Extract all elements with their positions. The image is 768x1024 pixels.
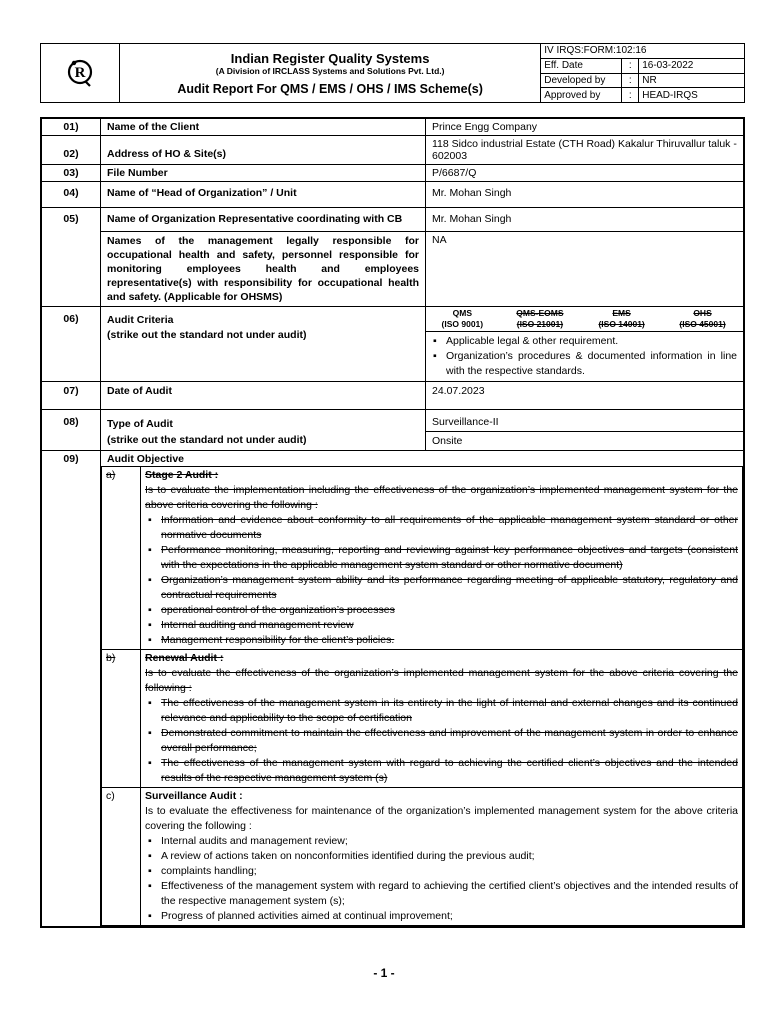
colon: :: [622, 73, 639, 88]
criteria-list: [426, 332, 743, 381]
row-number: 01): [41, 118, 101, 136]
row-label: Date of Audit: [101, 382, 426, 410]
objective-renewal-content: [141, 650, 743, 788]
irqs-logo-icon: [63, 55, 97, 89]
audit-criteria-note: (strike out the standard not under audit): [107, 329, 307, 341]
objective-letter: a): [102, 467, 141, 650]
row-label: Address of HO & Site(s): [101, 136, 426, 165]
objective-title: Stage 2 Audit :: [145, 469, 219, 481]
objective-renewal: [102, 650, 743, 788]
list-item: ▪ Performance monitoring, measuring, reporting and reviewing against key performance objectives and targets (consistent with the expectations in the applicable management system standard or other normative document): [159, 543, 738, 573]
file-number-value: P/6687/Q: [426, 165, 745, 182]
list-item: ▪ Demonstrated commitment to maintain the effectiveness and improvement of the management system in order to enhance overall performance;: [159, 726, 738, 756]
list-item: ▪ Information and evidence about conformity to all requirements of the applicable management system standard or other normative documents: [159, 513, 738, 543]
type-of-audit-value: [426, 410, 745, 451]
head-of-org-value: Mr. Mohan Singh: [426, 182, 745, 208]
audit-criteria-label: Audit Criteria: [107, 314, 174, 326]
audit-mode: Onsite: [432, 435, 463, 447]
objective-surveillance: [102, 788, 743, 926]
list-item: ▪ Management responsibility for the client’s policies.: [159, 633, 738, 648]
standard-qms: QMS (ISO 9001): [441, 308, 484, 329]
objective-letter: b): [102, 650, 141, 788]
row-head-of-org: [41, 182, 744, 208]
row-ohs-responsible: [41, 232, 744, 307]
objectives-table: [101, 466, 743, 926]
developed-by-label: Developed by: [541, 73, 622, 88]
eff-date-label: Eff. Date: [541, 58, 622, 73]
row-number: 02): [41, 136, 101, 165]
row-audit-criteria: [41, 307, 744, 382]
row-type-of-audit: [41, 410, 744, 451]
row-label: Name of “Head of Organization” / Unit: [101, 182, 426, 208]
objective-surveillance-content: [141, 788, 743, 926]
list-item: ▪ The effectiveness of the management system with regard to achieving the certified client’s objectives and the intended results of the respective management system (s): [159, 756, 738, 786]
page-number: - 1 -: [373, 966, 395, 980]
standard-ohs: OHS (ISO 45001): [679, 308, 726, 329]
row-file-number: [41, 165, 744, 182]
row-label: [101, 410, 426, 451]
row-audit-objective: [41, 451, 744, 928]
list-item: ▪ Progress of planned activities aimed at continual improvement;: [159, 909, 738, 924]
list-item: ▪ A review of actions taken on nonconformities identified during the previous audit;: [159, 849, 738, 864]
address-value: 118 Sidco industrial Estate (CTH Road) Kakalur Thiruvallur taluk - 602003: [426, 136, 745, 165]
objective-stage2-content: [141, 467, 743, 650]
row-org-representative: [41, 208, 744, 232]
list-item: ▪ Internal audits and management review;: [159, 834, 738, 849]
audit-report-table: [40, 117, 745, 928]
audit-type: Surveillance-II: [426, 410, 743, 432]
list-item: ▪ Applicable legal & other requirement.: [444, 334, 737, 349]
row-number: 09): [41, 451, 101, 928]
eff-date-value: 16-03-2022: [639, 58, 745, 73]
objective-title: Renewal Audit :: [145, 652, 224, 664]
row-address: [41, 136, 744, 165]
row-client-name: [41, 118, 744, 136]
list-item: ▪ complaints handling;: [159, 864, 738, 879]
date-of-audit-value: 24.07.2023: [426, 382, 745, 410]
objective-intro: Is to evaluate the implementation including the effectiveness of the organization’s implemented management system for the above criteria covering the following :: [145, 484, 738, 511]
list-item: ▪ operational control of the organization’s processes: [159, 603, 738, 618]
report-title: Audit Report For QMS / EMS / OHS / IMS Scheme(s): [177, 81, 483, 96]
row-date-of-audit: [41, 382, 744, 410]
division-note: (A Division of IRCLASS Systems and Solutions Pvt. Ltd.): [215, 65, 445, 76]
standard-qms-eoms: QMS-EOMS (ISO 21001): [516, 308, 564, 329]
type-of-audit-note: (strike out the standard not under audit): [107, 434, 307, 446]
audit-criteria-value: [426, 307, 745, 382]
objective-letter: c): [102, 788, 141, 926]
irqs-logo: [41, 44, 120, 103]
objective-title: Surveillance Audit :: [145, 790, 243, 802]
row-number: 03): [41, 165, 101, 182]
list-item: ▪ Internal auditing and management review: [159, 618, 738, 633]
audit-objective-cell: [101, 451, 745, 928]
list-item: ▪ Organization’s management system ability and its performance regarding meeting of applicable statutory, regulatory and contractual requirements: [159, 573, 738, 603]
org-name: Indian Register Quality Systems: [230, 50, 430, 66]
row-label: Names of the management legally responsible for occupational health and safety, personnel responsible for monitoring employees health and employees representative(s) with responsibility for occupational health and safety. (Applicable for OHSMS): [101, 232, 426, 307]
row-label: File Number: [101, 165, 426, 182]
form-number: IV IRQS:FORM:102:16: [541, 44, 745, 59]
org-representative-value: Mr. Mohan Singh: [426, 208, 745, 232]
title-block: [120, 44, 541, 103]
list-item: ▪ The effectiveness of the management system in its entirety in the light of internal and external changes and its continued relevance and applicability to the scope of certification: [159, 696, 738, 726]
objective-list: [145, 513, 738, 648]
svg-text:R: R: [74, 64, 86, 81]
client-name-value: Prince Engg Company: [426, 118, 745, 136]
standards-table: [426, 307, 743, 332]
audit-objective-label: Audit Objective: [107, 453, 185, 465]
approved-by-value: HEAD-IRQS: [639, 88, 745, 103]
row-label: Name of the Client: [101, 118, 426, 136]
row-number: 05): [41, 208, 101, 307]
objective-list: [145, 834, 738, 924]
objective-stage2: [102, 467, 743, 650]
approved-by-label: Approved by: [541, 88, 622, 103]
objective-list: [145, 696, 738, 786]
objective-intro: Is to evaluate the effectiveness of the organization’s implemented management system for the above criteria covering the following :: [145, 667, 738, 694]
list-item: ▪ Effectiveness of the management system with regard to achieving the certified client’s objectives and the intended results of the respective management system (s);: [159, 879, 738, 909]
row-number: 04): [41, 182, 101, 208]
row-label: Name of Organization Representative coordinating with CB: [101, 208, 426, 232]
type-of-audit-label: Type of Audit: [107, 418, 173, 430]
row-number: 07): [41, 382, 101, 410]
objective-intro: Is to evaluate the effectiveness for maintenance of the organization’s implemented management system for the above criteria covering the following :: [145, 805, 738, 832]
ohs-responsible-value: NA: [426, 232, 745, 307]
standard-ems: EMS (ISO 14001): [598, 308, 645, 329]
list-item: ▪ Organization’s procedures & documented information in line with the respective standards.: [444, 349, 737, 379]
colon: :: [622, 88, 639, 103]
row-number: 08): [41, 410, 101, 451]
row-number: 06): [41, 307, 101, 382]
colon: :: [622, 58, 639, 73]
row-label: [101, 307, 426, 382]
document-header: [40, 43, 745, 103]
developed-by-value: NR: [639, 73, 745, 88]
